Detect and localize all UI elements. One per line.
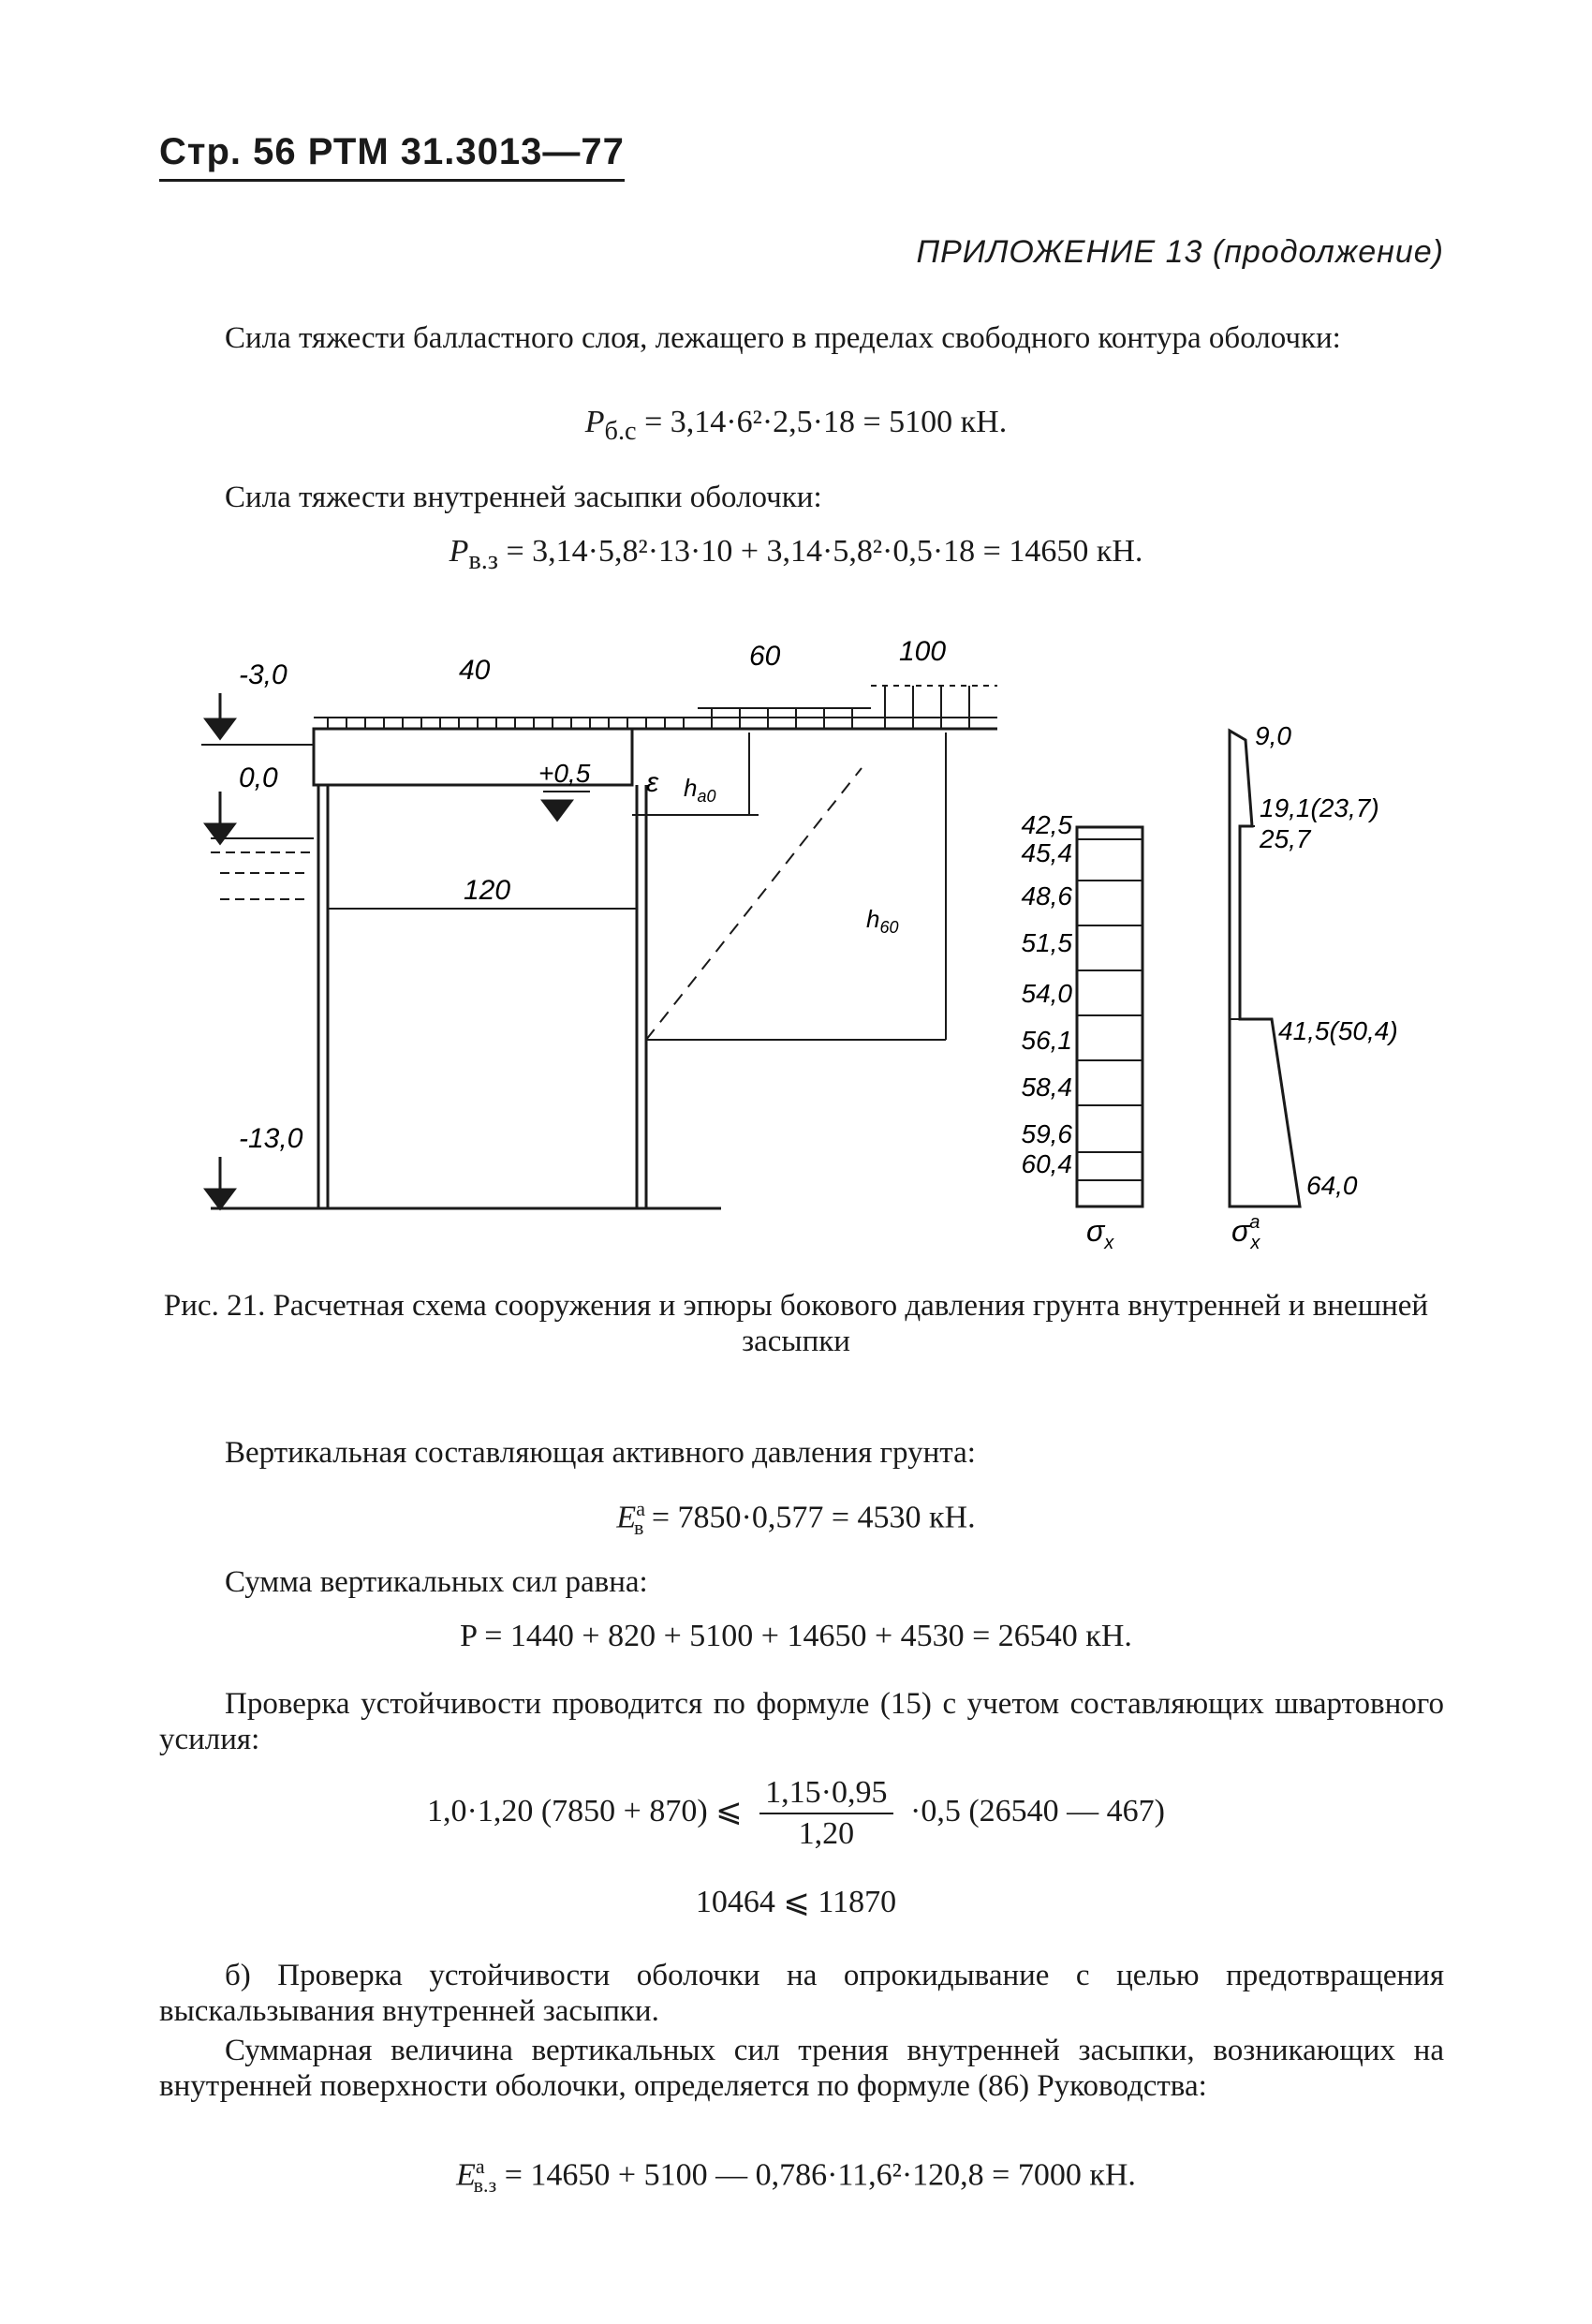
paragraph-stability-check: Проверка устойчивости проводится по формуле (15) с учетом составляющих швартовного усилия: xyxy=(159,1687,1444,1756)
formula-superscript: а xyxy=(636,1497,645,1520)
epure1-subscript: x xyxy=(1104,1233,1114,1253)
epure-value: 59,6 xyxy=(1021,1119,1072,1148)
epure-value: 64,0 xyxy=(1306,1171,1358,1200)
appendix-label: ПРИЛОЖЕНИЕ 13 (продолжение) xyxy=(916,234,1444,270)
fraction-denominator: 1,20 xyxy=(798,1816,855,1851)
load-arrows xyxy=(328,686,969,729)
level-marker-water xyxy=(206,824,234,843)
formula-body: = 3,14·5,8²·13·10 + 3,14·5,8²·0,5·18 = 14650 кН. xyxy=(498,534,1143,569)
formula-left: 1,0·1,20 (7850 + 870) ⩽ xyxy=(427,1793,743,1828)
epure2-superscript: a xyxy=(1249,1212,1260,1233)
epure1-label xyxy=(1086,1214,1114,1253)
formula-symbol: E xyxy=(616,1500,637,1535)
epure-value: 56,1 xyxy=(1021,1026,1072,1055)
formula-fraction xyxy=(759,1775,892,1852)
ha0-label xyxy=(684,774,716,806)
ha0-subscript: a0 xyxy=(697,787,716,806)
formula-subscript: в.з xyxy=(468,545,498,575)
paragraph-active-pressure: Вертикальная составляющая активного давления грунта: xyxy=(225,1436,976,1470)
load-label-40: 40 xyxy=(459,655,491,686)
formula-stability-result: 10464 ⩽ 11870 xyxy=(695,1885,897,1919)
formula-subscript: в.з xyxy=(473,2173,497,2198)
level-marker-bottom xyxy=(206,1190,234,1208)
formula-subscript: б.с xyxy=(604,416,637,446)
epure-value: 54,0 xyxy=(1021,979,1072,1008)
level-marker-inner xyxy=(543,801,571,820)
paragraph-vertical-sum: Сумма вертикальных сил равна: xyxy=(225,1565,648,1599)
ha0-symbol: h xyxy=(684,774,698,802)
width-label-120: 120 xyxy=(464,875,511,906)
formula-symbol: E xyxy=(456,2157,476,2193)
formula-friction xyxy=(0,2154,1592,2198)
epure2-symbol: σ xyxy=(1231,1214,1250,1248)
formula-body: = 14650 + 5100 — 0,786·11,6²·120,8 = 7000 кН. xyxy=(496,2157,1136,2193)
formula-ballast-weight xyxy=(0,405,1592,447)
fraction-numerator: 1,15·0,95 xyxy=(759,1775,892,1814)
formula-active-pressure xyxy=(0,1497,1592,1540)
paragraph-overturning: б) Проверка устойчивости оболочки на опрокидывание с целью предотвращения выскальзывания внутренней засыпки. xyxy=(159,1959,1444,2028)
level-label-water: 0,0 xyxy=(239,762,278,793)
epure-value: 60,4 xyxy=(1021,1149,1072,1178)
paragraph-ballast: Сила тяжести балластного слоя, лежащего в пределах свободного контура оболочки: xyxy=(225,321,1341,355)
level-label-top: -3,0 xyxy=(239,659,287,690)
formula-subscript: в xyxy=(633,1516,644,1540)
formula-symbol: P xyxy=(449,534,469,569)
epure2-subscript: x xyxy=(1250,1233,1260,1253)
epure-value: 25,7 xyxy=(1260,824,1311,853)
h60-symbol: h xyxy=(866,905,880,933)
formula-inner-fill-weight xyxy=(0,534,1592,576)
h60-subscript: 60 xyxy=(879,918,899,937)
epure-inner-fill xyxy=(1077,827,1142,1206)
paragraph-friction: Суммарная величина вертикальных сил трения внутренней засыпки, возникающих на внутренней поверхности оболочки, определяется по формуле (86) Руководства: xyxy=(159,2034,1444,2103)
formula-right: ·0,5 (26540 — 467) xyxy=(910,1793,1165,1828)
formula-body: = 7850·0,577 = 4530 кН. xyxy=(643,1500,976,1535)
epure2-label xyxy=(1231,1212,1260,1253)
level-label-bottom: -13,0 xyxy=(239,1123,303,1154)
load-label-100: 100 xyxy=(899,636,947,667)
epure-value: 41,5(50,4) xyxy=(1278,1016,1398,1045)
h60-label xyxy=(866,905,899,937)
figure-caption: Рис. 21. Расчетная схема сооружения и эпюры бокового давления грунта внутренней и внешней засыпки xyxy=(163,1289,1429,1358)
level-marker-top xyxy=(206,719,234,738)
epure-value: 42,5 xyxy=(1021,810,1072,839)
formula-vertical-sum: P = 1440 + 820 + 5100 + 14650 + 4530 = 26540 кН. xyxy=(460,1619,1132,1653)
epure-value: 9,0 xyxy=(1255,721,1291,750)
formula-body: = 3,14·6²·2,5·18 = 5100 кН. xyxy=(636,405,1008,439)
epure-value: 48,6 xyxy=(1021,881,1072,910)
epure-value: 51,5 xyxy=(1021,928,1072,957)
level-label-inner: +0,5 xyxy=(538,759,591,788)
page-header: Стр. 56 РТМ 31.3013—77 xyxy=(159,131,625,182)
formula-superscript: а xyxy=(475,2154,485,2178)
sliding-wedge-line xyxy=(646,768,862,1040)
load-label-60: 60 xyxy=(749,641,781,672)
angle-label-epsilon: ε xyxy=(646,767,659,798)
structure-diagram xyxy=(187,628,1442,1265)
formula-symbol: P xyxy=(584,405,605,439)
epure-value: 19,1(23,7) xyxy=(1260,793,1379,822)
epure-value: 45,4 xyxy=(1021,838,1072,867)
paragraph-inner-fill: Сила тяжести внутренней засыпки оболочки: xyxy=(225,481,822,514)
formula-stability-check xyxy=(0,1775,1592,1852)
epure-value: 58,4 xyxy=(1021,1073,1072,1102)
epure1-symbol: σ xyxy=(1086,1214,1105,1248)
